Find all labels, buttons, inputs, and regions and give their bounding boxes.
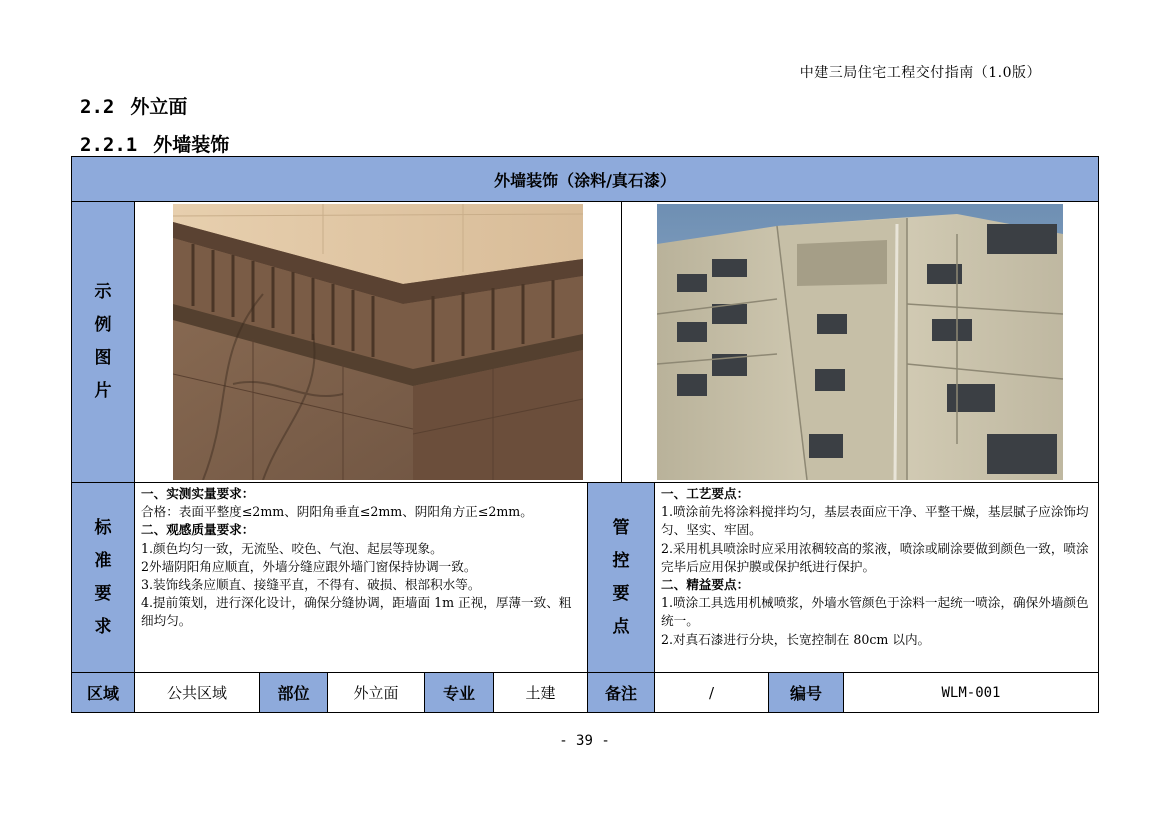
label-char: 片 [94, 381, 112, 401]
section-heading [80, 92, 187, 119]
control-item: 1.喷涂前先将涂料搅拌均匀，基层表面应干净、平整干燥，基层腻子应涂饰均匀、坚实、牢固。 [661, 504, 1089, 538]
label-char: 图 [94, 348, 112, 368]
control-item: 2.对真石漆进行分块，长宽控制在 80cm 以内。 [661, 631, 931, 647]
area-value: 公共区域 [135, 673, 260, 712]
label-char: 要 [94, 583, 112, 604]
control-item: 1.喷涂工具选用机械喷浆，外墙水管颜色于涂料一起统一喷涂，确保外墙颜色统一。 [661, 595, 1089, 629]
wall-detail-photo [173, 204, 583, 480]
control-item: 2.采用机具喷涂时应采用浓稠较高的浆液，喷涂或刷涂要做到颜色一致，喷涂完毕后应用保护膜或保护纸进行保护。 [661, 540, 1089, 574]
major-value: 土建 [494, 673, 588, 712]
document-title: 中建三局住宅工程交付指南（1.0版） [799, 65, 1041, 81]
label-char: 标 [94, 517, 112, 538]
spec-table [71, 156, 1099, 713]
section-title: 外立面 [130, 96, 188, 118]
control-label [588, 483, 655, 673]
section-number: 2.2 [80, 96, 115, 118]
label-char: 准 [94, 550, 112, 571]
control-heading-2: 二、精益要点： [661, 577, 750, 593]
page-number: - 39 - [559, 733, 610, 749]
standards-item: 1.颜色均匀一致，无流坠、咬色、气泡、起层等现象。 [141, 540, 443, 556]
area-label: 区域 [72, 673, 135, 712]
label-char: 管 [612, 517, 630, 538]
standards-item: 2外墙阴阳角应顺直，外墙分缝应跟外墙门窗保持协调一致。 [141, 558, 477, 574]
note-value: / [655, 673, 769, 712]
code-label: 编号 [769, 673, 844, 712]
standards-item: 4.提前策划，进行深化设计，确保分缝协调，距墙面 1m 正视，厚薄一致、粗细均匀。 [141, 595, 572, 629]
table-title: 外墙装饰（涂料/真石漆） [72, 157, 1098, 202]
standards-content [135, 483, 588, 673]
code-value: WLM-001 [941, 684, 1001, 701]
standards-item: 3.装饰线条应顺直、接缝平直，不得有、破损、根部积水等。 [141, 577, 481, 593]
photo-row-label [72, 202, 135, 483]
label-char: 求 [94, 616, 112, 637]
part-value: 外立面 [328, 673, 425, 712]
label-char: 点 [612, 616, 630, 637]
label-char: 示 [94, 282, 112, 302]
building-facade-photo [657, 204, 1063, 480]
subsection-title: 外墙装饰 [153, 134, 230, 156]
subsection-number: 2.2.1 [80, 134, 138, 156]
control-content [655, 483, 1098, 673]
subsection-heading [80, 130, 229, 157]
standards-label [72, 483, 135, 673]
part-label: 部位 [260, 673, 328, 712]
label-char: 控 [612, 550, 630, 571]
photo-cell-right [622, 202, 1098, 483]
standards-heading-1: 一、实测实量要求： [141, 486, 255, 501]
major-label: 专业 [425, 673, 494, 712]
label-char: 例 [94, 315, 112, 335]
standards-line: 合格：表面平整度≤2mm、阴阳角垂直≤2mm、阴阳角方正≤2mm。 [141, 504, 533, 520]
control-heading-1: 一、工艺要点： [661, 486, 750, 501]
note-label: 备注 [588, 673, 655, 712]
photo-cell-left [135, 202, 622, 483]
label-char: 要 [612, 583, 630, 604]
standards-heading-2: 二、观感质量要求： [141, 522, 255, 538]
